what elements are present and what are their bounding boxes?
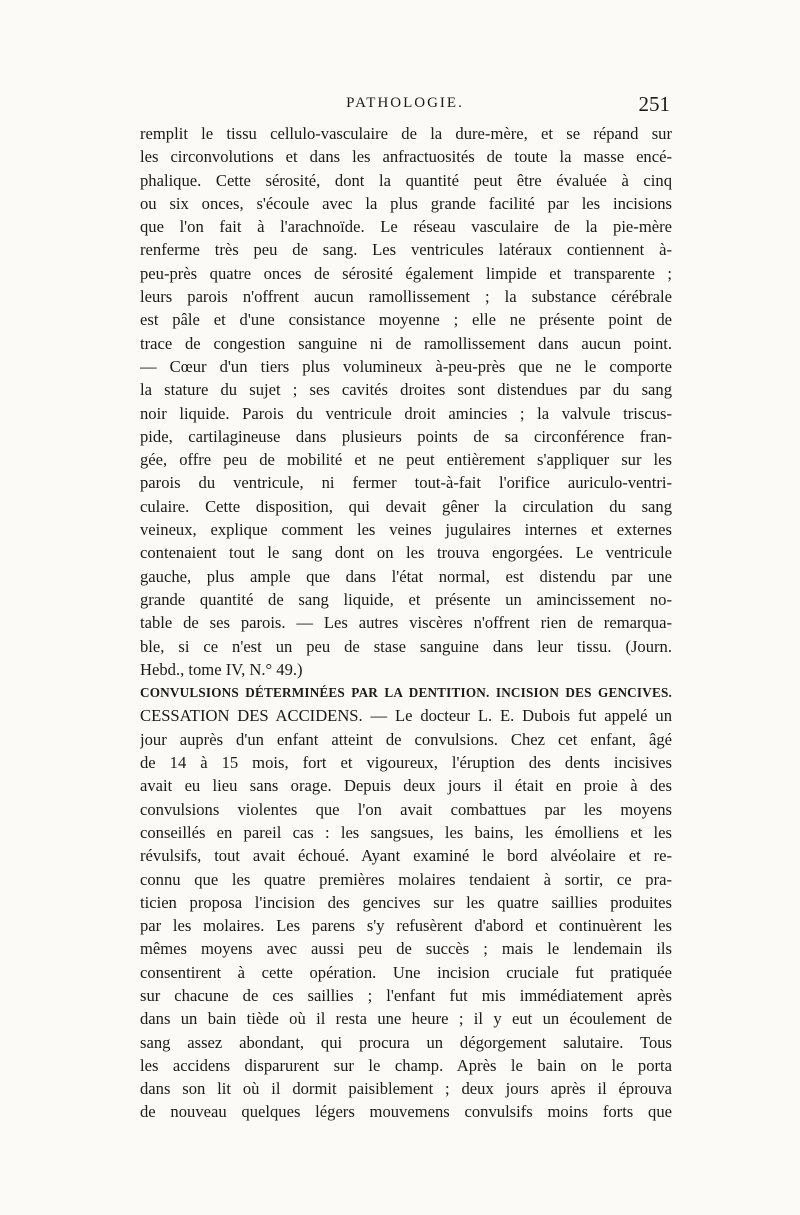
text-line: parois du ventricule, ni fermer tout-à-fait l'orifice auriculo-ventri- <box>140 473 672 493</box>
text-line: de nouveau quelques légers mouvemens convulsifs moins forts que <box>140 1102 672 1122</box>
text-line: dans un bain tiède où il resta une heure ; il y eut un écoulement de <box>140 1009 672 1029</box>
text-line: gauche, plus ample que dans l'état normal, est distendu par une <box>140 566 672 586</box>
running-head <box>140 92 670 116</box>
text-line: jour auprès d'un enfant atteint de convulsions. Chez cet enfant, âgé <box>140 729 672 749</box>
section-heading-line: CONVULSIONS DÉTERMINÉES PAR LA DENTITION. INCISION DES GENCIVES. <box>140 685 672 701</box>
text-line: que l'on fait à l'arachnoïde. Le réseau vasculaire de la pie-mère <box>140 217 672 237</box>
text-line: — Cœur d'un tiers plus volumineux à-peu-près que ne le comporte <box>140 356 672 376</box>
text-line: culaire. Cette disposition, qui devait gêner la circulation du sang <box>140 496 672 516</box>
text-line: sur chacune de ces saillies ; l'enfant fut mis immédiatement après <box>140 985 672 1005</box>
text-line: renferme très peu de sang. Les ventricules latéraux contiennent à- <box>140 240 672 260</box>
text-line: la stature du sujet ; ses cavités droites sont distendues par du sang <box>140 380 672 400</box>
text-line: table de ses parois. — Les autres viscères n'offrent rien de remarqua- <box>140 613 672 633</box>
text-line: révulsifs, tout avait échoué. Ayant examiné le bord alvéolaire et re- <box>140 846 672 866</box>
text-line: mêmes moyens avec aussi peu de succès ; mais le lendemain ils <box>140 939 672 959</box>
text-line: de 14 à 15 mois, fort et vigoureux, l'éruption des dents incisives <box>140 753 672 773</box>
text-line: gée, offre peu de mobilité et ne peut entièrement s'appliquer sur les <box>140 450 672 470</box>
text-line: convulsions violentes que l'on avait combattues par les moyens <box>140 799 672 819</box>
page-number: 251 <box>638 92 670 116</box>
text-line: grande quantité de sang liquide, et présente un amincissement no- <box>140 589 672 609</box>
running-title: PATHOLOGIE. <box>346 95 464 111</box>
text-line: consentirent à cette opération. Une incision cruciale fut pratiquée <box>140 962 672 982</box>
text-line: dans son lit où il dormit paisiblement ; deux jours après il éprouva <box>140 1079 672 1099</box>
text-line: les circonvolutions et dans les anfractuosités de toute la masse encé- <box>140 147 672 167</box>
text-line: leurs parois n'offrent aucun ramollissement ; la substance cérébrale <box>140 287 672 307</box>
text-line: phalique. Cette sérosité, dont la quantité peut être évaluée à cinq <box>140 170 672 190</box>
text-line: ticien proposa l'incision des gencives sur les quatre saillies produites <box>140 892 672 912</box>
text-line: conseillés en pareil cas : les sangsues, les bains, les émolliens et les <box>140 822 672 842</box>
text-line: pide, cartilagineuse dans plusieurs points de sa circonférence fran- <box>140 426 672 446</box>
text-line: ble, si ce n'est un peu de stase sanguine dans leur tissu. (Journ. <box>140 636 672 656</box>
text-line: peu-près quatre onces de sérosité également limpide et transparente ; <box>140 263 672 283</box>
text-line: connu que les quatre premières molaires tendaient à sortir, ce pra- <box>140 869 672 889</box>
text-line: trace de congestion sanguine ni de ramollissement dans aucun point. <box>140 333 672 353</box>
text-line: Hebd., tome IV, N.° 49.) <box>140 659 303 679</box>
text-line: veineux, explique comment les veines jugulaires internes et externes <box>140 520 672 540</box>
text-line: ou six onces, s'écoule avec la plus grande facilité par les incisions <box>140 193 672 213</box>
text-line: les accidens disparurent sur le champ. Après le bain on le porta <box>140 1055 672 1075</box>
text-line: avait eu lieu sans orage. Depuis deux jours il était en proie à des <box>140 776 672 796</box>
text-line: contenaient tout le sang dont on les trouva engorgées. Le ventricule <box>140 543 672 563</box>
text-line: CESSATION DES ACCIDENS. — Le docteur L. E. Dubois fut appelé un <box>140 706 672 726</box>
text-line: noir liquide. Parois du ventricule droit amincies ; la valvule triscus- <box>140 403 672 423</box>
body-text <box>140 122 672 1124</box>
text-line: est pâle et d'une consistance moyenne ; elle ne présente point de <box>140 310 672 330</box>
text-line: sang assez abondant, qui procura un dégorgement salutaire. Tous <box>140 1032 672 1052</box>
text-line: remplit le tissu cellulo-vasculaire de la dure-mère, et se répand sur <box>140 124 672 143</box>
text-line: par les molaires. Les parens s'y refusèrent d'abord et continuèrent les <box>140 916 672 936</box>
